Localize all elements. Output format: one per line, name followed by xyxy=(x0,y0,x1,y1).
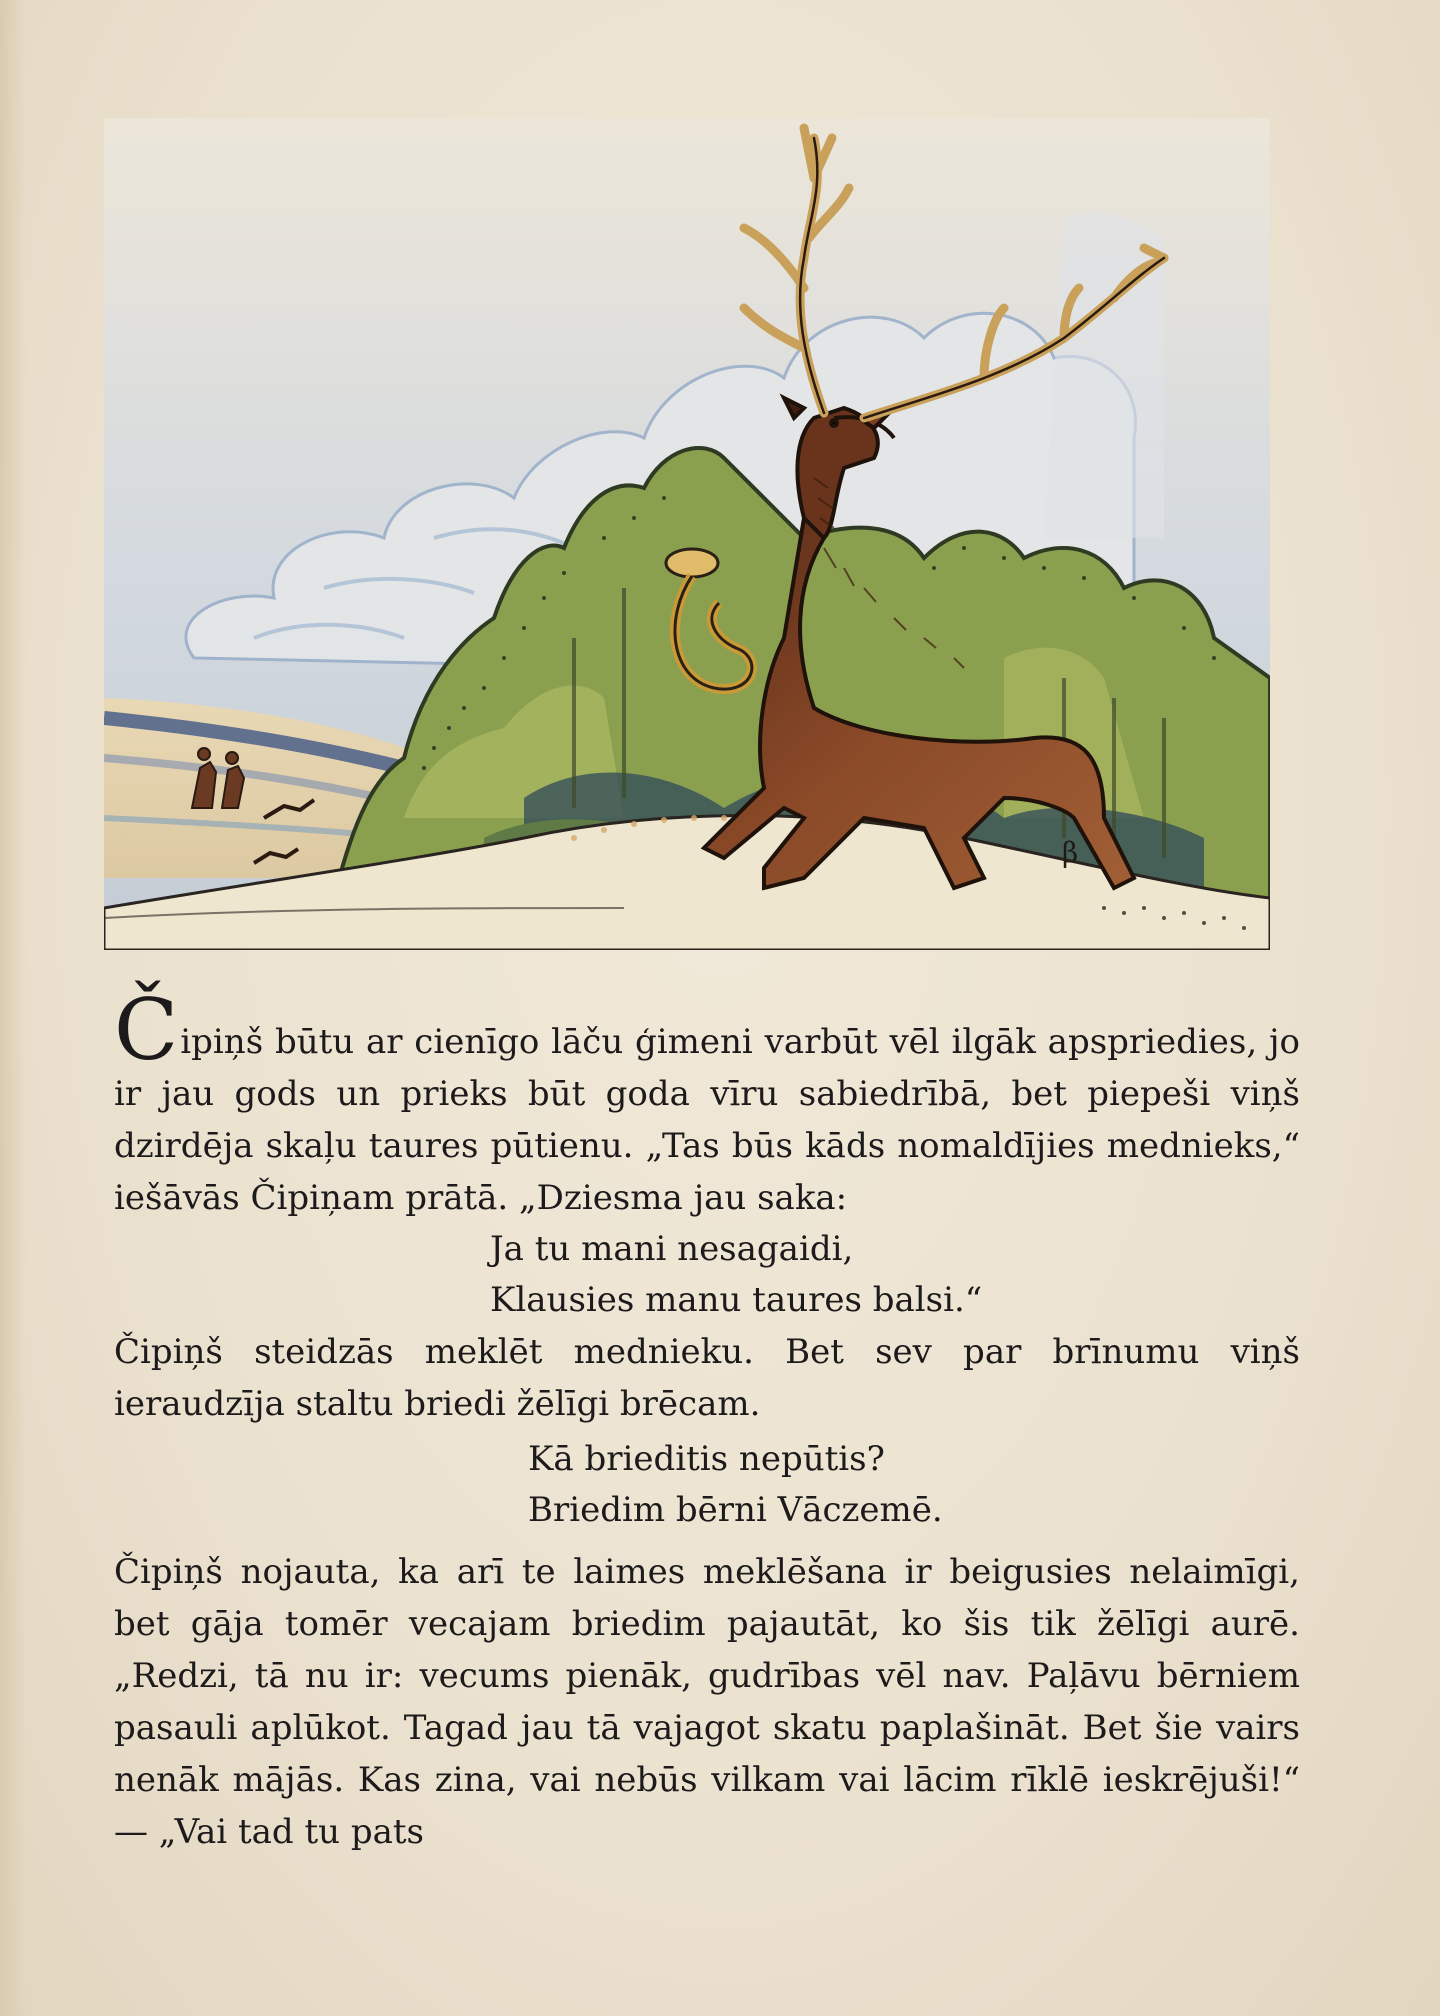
verse-line: Briedim bērni Vāczemē. xyxy=(528,1490,943,1530)
paragraph-2: Čipiņš steidzās meklēt mednieku. Bet sev par brīnumu viņš ieraudzīja staltu briedi žēlīgi brēcam. xyxy=(114,1332,1300,1424)
verse-line: Ja tu mani nesagaidi, xyxy=(490,1229,854,1269)
paragraph-3: Čipiņš nojauta, ka arī te laimes meklēšana ir beigusies nelaimīgi, bet gāja tomēr vecajam briedim pajautāt, ko šis tik žēlīgi aurē. „Redzi, tā nu ir: vecums pienāk, gudrības vēl nav. Paļāvu bērniem pasauli aplūkot. Tagad jau tā vajagot skatu paplašināt. Bet šie vairs nenāk mājās. Kas zina, vai nebūs vilkam vai lācim rīklē ieskrējuši!“ — „Vai tad tu pats xyxy=(114,1552,1300,1852)
paragraph-1-text: ipiņš būtu ar cienīgo lāču ģimeni varbūt vēl ilgāk apspriedies, jo ir jau gods un prieks būt goda vīru sabiedrībā, bet piepeši viņš dzirdēja skaļu taures pūtienu. „Tas būs kāds nomaldījies mednieks,“ iešāvās Čipiņam prātā. „Dziesma jau saka: xyxy=(114,1022,1300,1218)
stag-illustration xyxy=(104,118,1270,950)
story-text xyxy=(114,981,1300,1858)
verse-2 xyxy=(114,1434,1300,1536)
verse-line: Klausies manu taures balsi.“ xyxy=(490,1280,983,1320)
verse-1 xyxy=(114,1224,1300,1326)
drop-cap: Č xyxy=(114,981,179,1079)
verse-line: Kā brieditis nepūtis? xyxy=(528,1439,885,1479)
paragraph-1 xyxy=(114,981,1300,1224)
artist-signature: β xyxy=(1062,836,1079,869)
page-edge-shadow xyxy=(0,0,26,2016)
